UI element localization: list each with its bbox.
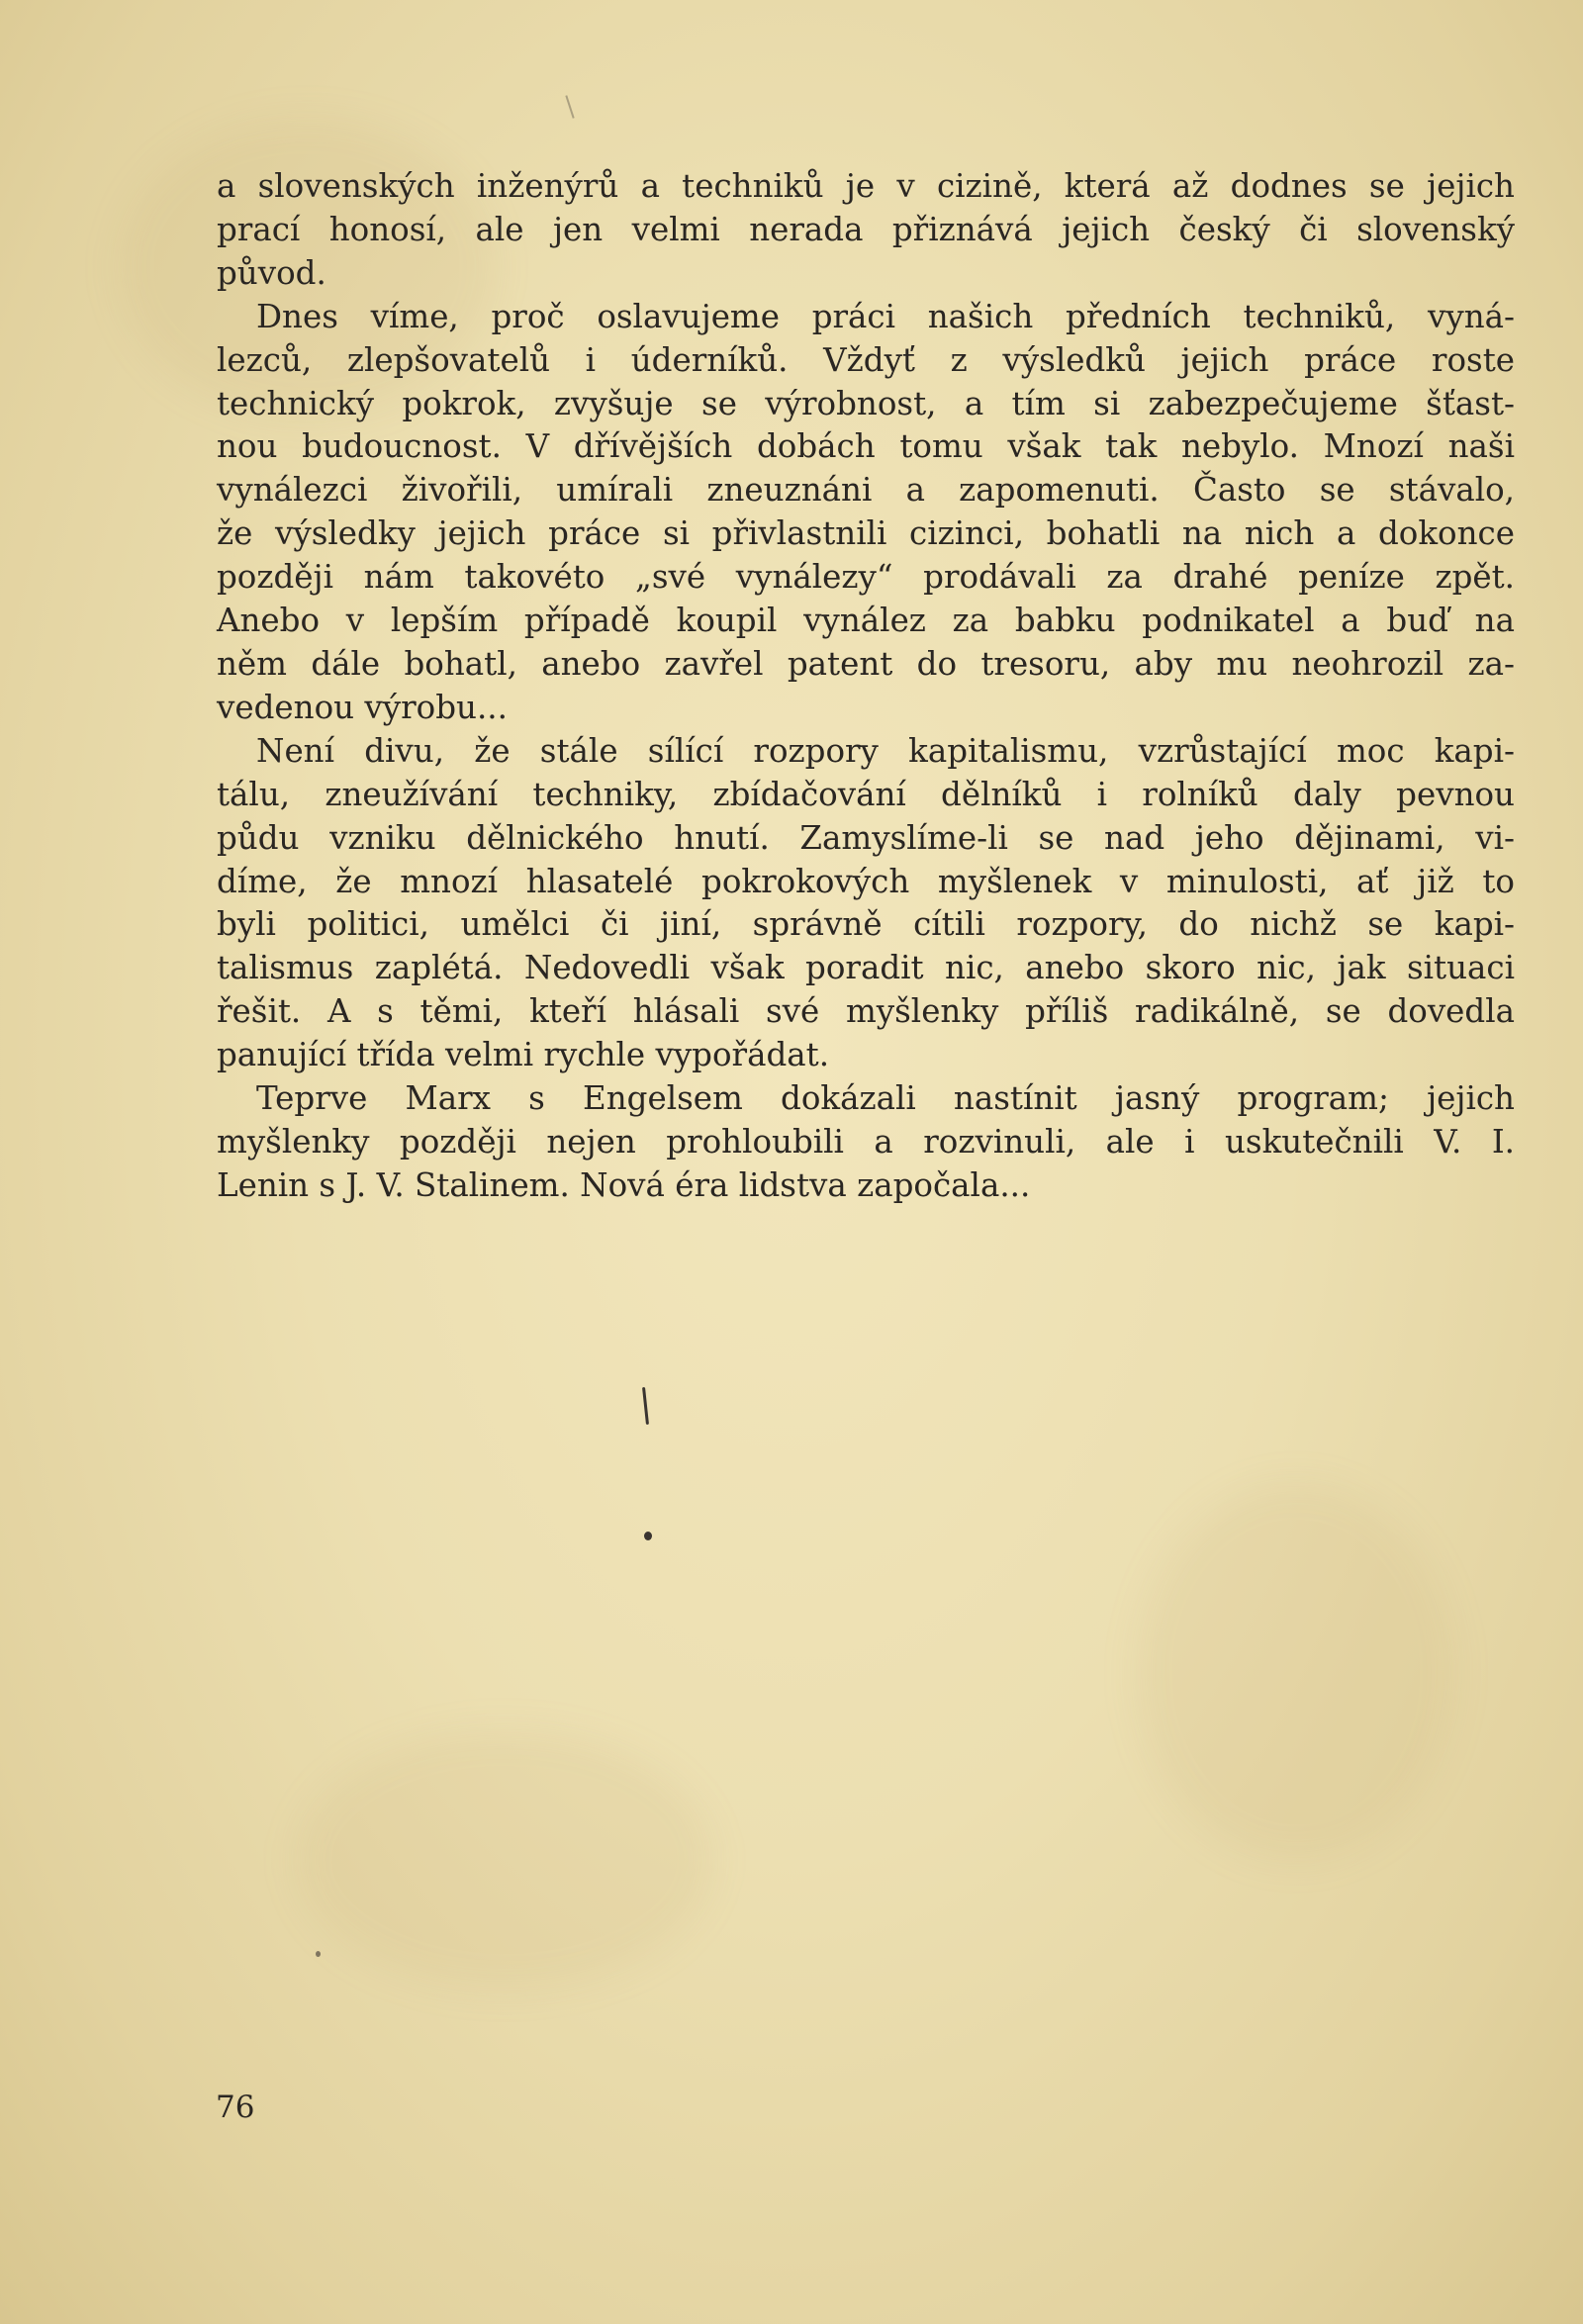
text-line: vynálezci živořili, umírali zneuznáni a zapomenuti. Často se stávalo, (217, 471, 1515, 510)
paper-stain (297, 1731, 712, 1989)
body-text (217, 165, 1515, 1208)
text-line: technický pokrok, zvyšuje se výrobnost, a tím si zabezpečujeme šťast- (217, 384, 1515, 422)
text-line: prací honosí, ale jen velmi nerada přiznává jejich český či slovenský (217, 210, 1515, 248)
paragraph (217, 296, 1515, 730)
text-line: původ. (217, 253, 326, 292)
text-line: že výsledky jejich práce si přivlastnili cizinci, bohatli na nich a dokonce (217, 514, 1515, 553)
ink-dot (316, 1951, 321, 1957)
text-line: myšlenky později nejen prohloubili a rozvinuli, ale i uskutečnili V. I. (217, 1122, 1515, 1161)
page-number: 76 (216, 2090, 255, 2125)
paragraph (217, 165, 1515, 296)
text-line: nou budoucnost. V dřívějších dobách tomu však tak nebylo. Mnozí naši (217, 427, 1515, 466)
text-line: díme, že mnozí hlasatelé pokrokových myšlenek v minulosti, ať již to (217, 862, 1515, 900)
text-line: tálu, zneužívání techniky, zbídačování dělníků i rolníků daly pevnou (217, 775, 1515, 813)
paper-stain (1138, 1484, 1454, 1860)
text-line: lezců, zlepšovatelů i úderníků. Vždyť z výsledků jejich práce roste (217, 340, 1515, 379)
ink-dot (644, 1532, 652, 1540)
text-line: Anebo v lepším případě koupil vynález za babku podnikatel a buď na (217, 602, 1515, 640)
text-line: talismus zaplétá. Nedovedli však poradit nic, anebo skoro nic, jak situaci (217, 949, 1515, 987)
text-line: a slovenských inženýrů a techniků je v cizině, která až dodnes se jejich (217, 167, 1515, 205)
paragraph (217, 730, 1515, 1077)
text-line: byli politici, umělci či jiní, správně cítili rozpory, do nichž se kapi- (217, 905, 1515, 944)
ink-mark (565, 95, 574, 118)
text-line: řešit. A s těmi, kteří hlásali své myšlenky příliš radikálně, se dovedla (217, 992, 1515, 1031)
text-line: panující třída velmi rychle vypořádat. (217, 1036, 830, 1074)
paragraph (217, 1077, 1515, 1208)
text-line: půdu vzniku dělnického hnutí. Zamyslíme-li se nad jeho dějinami, vi- (217, 818, 1515, 857)
text-line: vedenou výrobu... (217, 688, 508, 726)
text-line: Dnes víme, proč oslavujeme práci našich předních techniků, vyná- (256, 297, 1515, 335)
text-line: Není divu, že stále sílící rozpory kapitalismu, vzrůstající moc kapi- (256, 731, 1515, 770)
text-line: Lenin s J. V. Stalinem. Nová éra lidstva započala... (217, 1165, 1031, 1204)
text-line: později nám takovéto „své vynálezy“ prodávali za drahé peníze zpět. (217, 558, 1515, 597)
text-line: něm dále bohatl, anebo zavřel patent do tresoru, aby mu neohrozil za- (217, 644, 1515, 683)
ink-mark (642, 1387, 649, 1425)
text-line: Teprve Marx s Engelsem dokázali nastínit jasný program; jejich (256, 1079, 1515, 1118)
